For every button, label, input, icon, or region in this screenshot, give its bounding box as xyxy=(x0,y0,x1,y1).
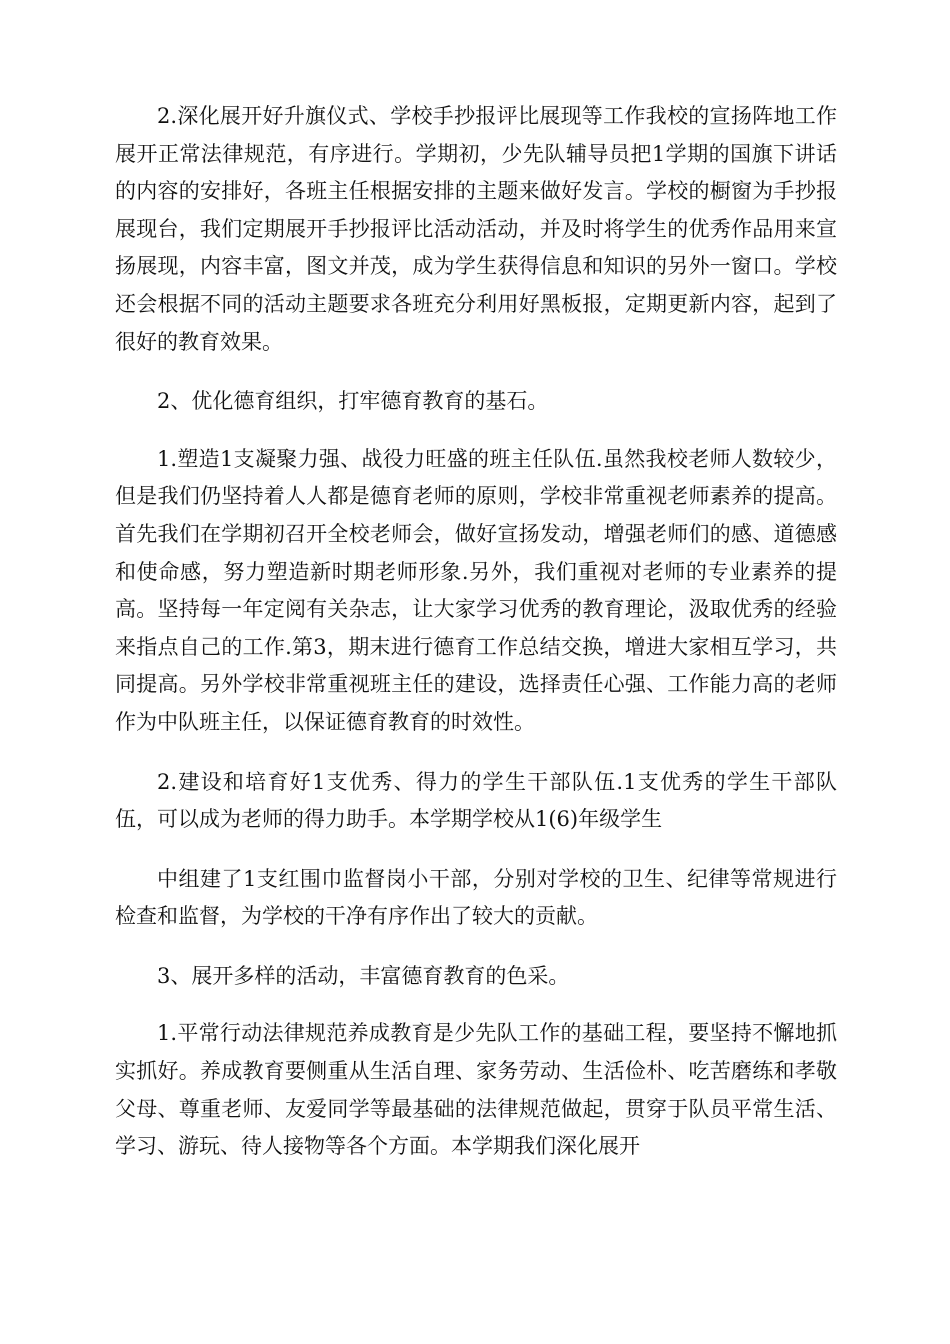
section-heading-diverse-activities: 3、展开多样的活动，丰富德育教育的色采。 xyxy=(157,963,570,988)
paragraph-habit-education: 1.平常行动法律规范养成教育是少先队工作的基础工程，要坚持不懈地抓实抓好。养成教育要侧重从生活自理、家务劳动、生活俭朴、吃苦磨练和孝敬父母、尊重老师、友爱同学等最基础的法律规范做起，贯穿于队员平常生活、学习、游玩、待人接物等各个方面。本学期我们深化展开 xyxy=(115,1021,837,1159)
paragraph-red-scarf-monitors: 中组建了1支红围巾监督岗小干部，分别对学校的卫生、纪律等常规进行检查和监督，为学校的干净有序作出了较大的贡献。 xyxy=(115,866,837,929)
paragraph-publicity-work: 2.深化展开好升旗仪式、学校手抄报评比展现等工作我校的宣扬阵地工作展开正常法律规范，有序进行。学期初，少先队辅导员把1学期的国旗下讲话的内容的安排好，各班主任根据安排的主题来做好发言。学校的橱窗为手抄报展现台，我们定期展开手抄报评比活动活动，并及时将学生的优秀作品用来宣扬展现，内容丰富，图文并茂，成为学生获得信息和知识的另外一窗口。学校还会根据不同的活动主题要求各班充分利用好黑板报，定期更新内容，起到了很好的教育效果。 xyxy=(115,104,837,354)
section-heading-optimize-organization: 2、优化德育组织，打牢德育教育的基石。 xyxy=(157,389,549,414)
paragraph-teacher-team: 1.塑造1支凝聚力强、战役力旺盛的班主任队伍.虽然我校老师人数较少，但是我们仍坚持着人人都是德育老师的原则，学校非常重视老师素养的提高。首先我们在学期初召开全校老师会，做好宣扬发动，增强老师们的感、道德感和使命感，努力塑造新时期老师形象.另外，我们重视对老师的专业素养的提高。坚持每一年定阅有关杂志，让大家学习优秀的教育理论，汲取优秀的经验来指点自己的工作.第3，期末进行德育工作总结交换，增进大家相互学习，共同提高。另外学校非常重视班主任的建设，选择责任心强、工作能力高的老师作为中队班主任，以保证德育教育的时效性。 xyxy=(115,446,837,734)
document-page xyxy=(115,98,837,1188)
paragraph-student-cadres: 2.建设和培育好1支优秀、得力的学生干部队伍.1支优秀的学生干部队伍，可以成为老师的得力助手。本学期学校从1(6)年级学生 xyxy=(115,769,837,832)
